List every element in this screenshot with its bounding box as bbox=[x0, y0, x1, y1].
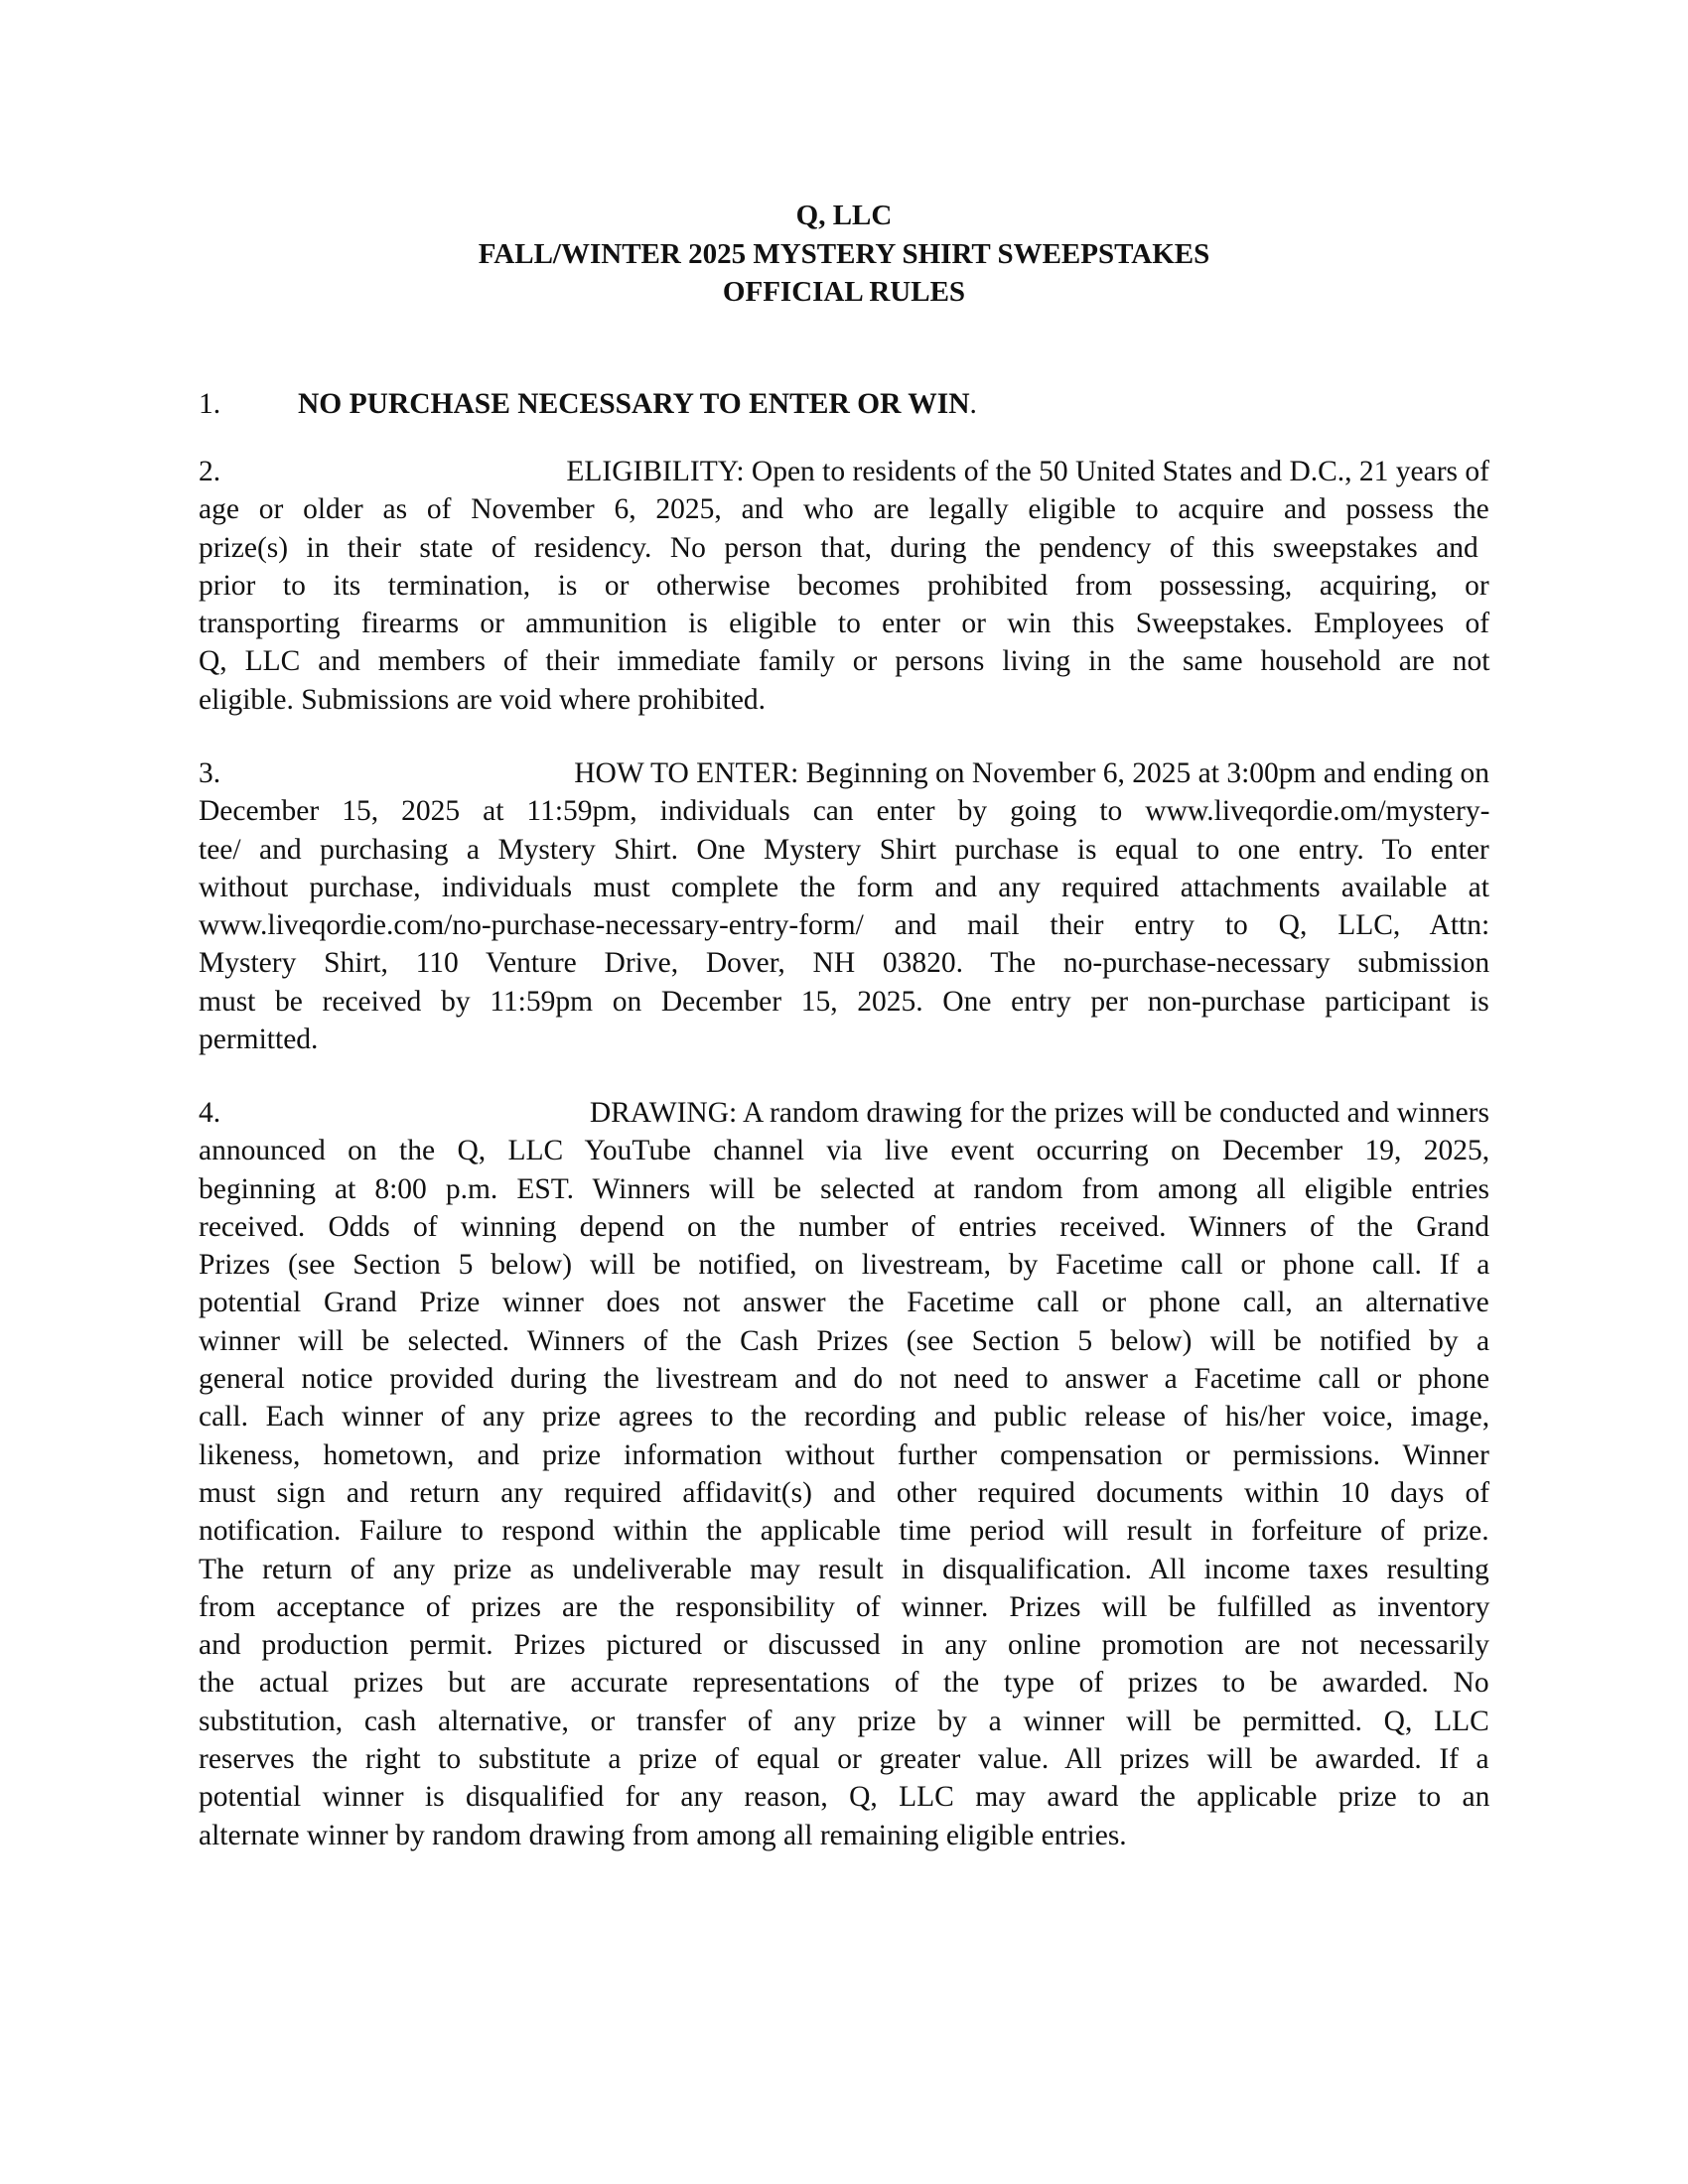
company-name: Q, LLC bbox=[795, 200, 893, 231]
paragraph-line: The return of any prize as undeliverable may result in disqualification. All income taxes resulting bbox=[199, 1553, 1489, 1585]
paragraph-line: likeness, hometown, and prize information without further compensation or permissions. Winner bbox=[199, 1438, 1489, 1471]
paragraph-line: general notice provided during the livestream and do not need to answer a Facetime call or phone bbox=[199, 1363, 1490, 1396]
paragraph-line: alternate winner by random drawing from among all remaining eligible entries. bbox=[199, 1819, 1127, 1851]
section-number: 1. bbox=[199, 388, 221, 420]
paragraph-line: reserves the right to substitute a prize of equal or greater value. All prizes will be awarded. If a bbox=[199, 1743, 1489, 1776]
paragraph-line: eligible. Submissions are void where prohibited. bbox=[199, 683, 767, 716]
paragraph-line: December 15, 2025 at 11:59pm, individuals can enter by going to www.liveqordie.om/mystery- bbox=[199, 795, 1490, 828]
paragraph-line: must be received by 11:59pm on December 15, 2025. One entry per non-purchase participant is bbox=[199, 985, 1489, 1018]
paragraph-line: beginning at 8:00 p.m. EST. Winners will be selected at random from among all eligible entries bbox=[199, 1172, 1490, 1205]
section-3-how-to-enter bbox=[199, 754, 1489, 1058]
section-4-drawing bbox=[199, 1094, 1489, 1854]
paragraph-line: transporting firearms or ammunition is eligible to enter or win this Sweepstakes. Employees of bbox=[199, 608, 1490, 640]
document-title: FALL/WINTER 2025 MYSTERY SHIRT SWEEPSTAKES bbox=[478, 237, 1210, 270]
document-header bbox=[0, 197, 1688, 312]
paragraph-line: received. Odds of winning depend on the number of entries received. Winners of the Grand bbox=[199, 1210, 1489, 1243]
paragraph-line: age or older as of November 6, 2025, and who are legally eligible to acquire and possess the bbox=[199, 493, 1489, 526]
section-number: 3. bbox=[199, 757, 221, 789]
paragraph-text: ELIGIBILITY: Open to residents of the 50 United States and D.C., 21 years of bbox=[566, 456, 1489, 487]
paragraph-text: HOW TO ENTER: Beginning on November 6, 2025 at 3:00pm and ending on bbox=[574, 757, 1489, 789]
paragraph-line: potential Grand Prize winner does not answer the Facetime call or phone call, an alternative bbox=[199, 1287, 1489, 1319]
section-number: 4. bbox=[199, 1097, 221, 1129]
document-subtitle: OFFICIAL RULES bbox=[722, 276, 966, 308]
paragraph-text: DRAWING: A random drawing for the prizes will be conducted and winners bbox=[589, 1097, 1489, 1129]
paragraph-line bbox=[199, 754, 1489, 792]
paragraph-line: call. Each winner of any prize agrees to the recording and public release of his/her voice, image, bbox=[199, 1401, 1490, 1433]
paragraph-line bbox=[199, 1094, 1489, 1132]
section-2-eligibility bbox=[199, 453, 1489, 719]
section-heading-period: . bbox=[969, 388, 977, 420]
paragraph-line: Prizes (see Section 5 below) will be notified, on livestream, by Facetime call or phone call. If a bbox=[199, 1249, 1490, 1282]
paragraph-line: notification. Failure to respond within the applicable time period will result in forfeiture of prize. bbox=[199, 1515, 1489, 1548]
paragraph-line: from acceptance of prizes are the responsibility of winner. Prizes will be fulfilled as inventory bbox=[199, 1590, 1490, 1623]
paragraph-line: prior to its termination, is or otherwise becomes prohibited from possessing, acquiring, or bbox=[199, 569, 1489, 602]
paragraph-line: the actual prizes but are accurate representations of the type of prizes to be awarded. No bbox=[199, 1667, 1489, 1700]
paragraph-line: without purchase, individuals must complete the form and any required attachments available at bbox=[199, 871, 1489, 903]
paragraph-line: permitted. bbox=[199, 1024, 319, 1056]
section-1 bbox=[199, 385, 1489, 423]
paragraph-line: prize(s) in their state of residency. No person that, during the pendency of this sweepstakes and bbox=[199, 531, 1478, 564]
paragraph-line: Q, LLC and members of their immediate family or persons living in the same household are not bbox=[199, 645, 1490, 678]
paragraph-line: potential winner is disqualified for any reason, Q, LLC may award the applicable prize to an bbox=[199, 1781, 1490, 1814]
paragraph-line bbox=[199, 453, 1489, 490]
paragraph-line: announced on the Q, LLC YouTube channel via live event occurring on December 19, 2025, bbox=[199, 1135, 1490, 1167]
paragraph-line: www.liveqordie.com/no-purchase-necessary-entry-form/ and mail their entry to Q, LLC, Attn: bbox=[199, 909, 1490, 942]
paragraph-line: tee/ and purchasing a Mystery Shirt. One Mystery Shirt purchase is equal to one entry. To enter bbox=[199, 833, 1489, 866]
section-number: 2. bbox=[199, 456, 221, 487]
paragraph-line: substitution, cash alternative, or transfer of any prize by a winner will be permitted. Q, LLC bbox=[199, 1705, 1489, 1737]
paragraph-line: Mystery Shirt, 110 Venture Drive, Dover, NH 03820. The no-purchase-necessary submission bbox=[199, 947, 1490, 980]
paragraph-line: winner will be selected. Winners of the Cash Prizes (see Section 5 below) will be notified by a bbox=[199, 1324, 1490, 1357]
paragraph-line: must sign and return any required affidavit(s) and other required documents within 10 days of bbox=[199, 1476, 1490, 1509]
paragraph-line: and production permit. Prizes pictured or discussed in any online promotion are not necessarily bbox=[199, 1629, 1489, 1662]
section-heading: NO PURCHASE NECESSARY TO ENTER OR WIN bbox=[298, 388, 970, 420]
section-1-heading-line bbox=[199, 385, 1489, 423]
